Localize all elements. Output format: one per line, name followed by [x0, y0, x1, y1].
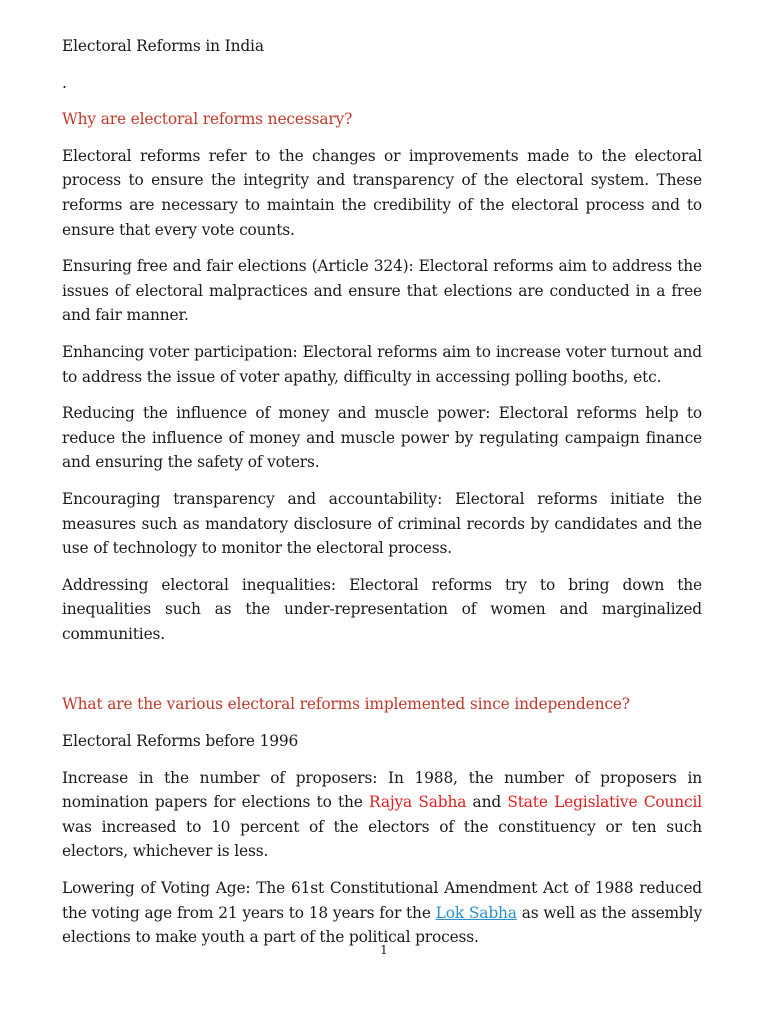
voting-age-text-b: as well as the assembly elections to make youth a part of the political process.	[62, 903, 702, 947]
rajya-sabha-text: Rajya Sabha	[369, 793, 467, 812]
paragraph-proposers	[62, 766, 702, 864]
lok-sabha-link[interactable]: Lok Sabha	[435, 903, 517, 922]
proposers-text-a: Increase in the number of proposers: In 1988, the number of proposers in nomination papers for elections to the	[62, 768, 702, 812]
section-heading-why: Why are electoral reforms necessary?	[62, 110, 353, 129]
paragraph-transparency: Encouraging transparency and accountability: Electoral reforms initiate the measures such as mandatory disclosure of criminal records by candidates and the use of technology to monitor the electoral process.	[62, 489, 702, 558]
document-title: Electoral Reforms in India	[62, 37, 264, 55]
section-heading-reforms: What are the various electoral reforms implemented since independence?	[62, 695, 630, 714]
section-spacer	[62, 658, 702, 692]
paragraph-money-muscle: Reducing the influence of money and muscle power: Electoral reforms help to reduce the influence of money and muscle power by regulating campaign finance and ensuring the safety of voters.	[62, 404, 702, 472]
paragraph-free-fair: Ensuring free and fair elections (Article 324): Electoral reforms aim to address the issues of electoral malpractices and ensure that elections are conducted in a free and fair manner.	[62, 257, 702, 325]
paragraph-definition: Electoral reforms refer to the changes or improvements made to the electoral process to ensure the integrity and transparency of the electoral system. These reforms are necessary to maintain the credibility of the electoral process and to ensure that every vote counts.	[62, 146, 702, 239]
voting-age-text-a: Lowering of Voting Age: The 61st Constitutional Amendment Act of 1988 reduced the voting age from 21 years to 18 years for the	[62, 879, 702, 922]
proposers-and: and	[466, 793, 508, 812]
state-legislative-council-text: State Legislative Council	[507, 793, 702, 812]
stray-dot: .	[62, 73, 67, 92]
subheading-before-1996: Electoral Reforms before 1996	[62, 732, 299, 751]
document-page	[62, 34, 702, 962]
paragraph-voting-age	[62, 876, 702, 950]
paragraph-inequalities: Addressing electoral inequalities: Electoral reforms try to bring down the inequalities such as the under-representation of women and marginalized communities.	[62, 575, 702, 643]
proposers-text-b: was increased to 10 percent of the electors of the constituency or ten such electors, whichever is less.	[62, 817, 702, 861]
page-number: 1	[380, 943, 388, 957]
paragraph-voter-participation: Enhancing voter participation: Electoral reforms aim to increase voter turnout and to address the issue of voter apathy, difficulty in accessing polling booths, etc.	[62, 342, 702, 386]
